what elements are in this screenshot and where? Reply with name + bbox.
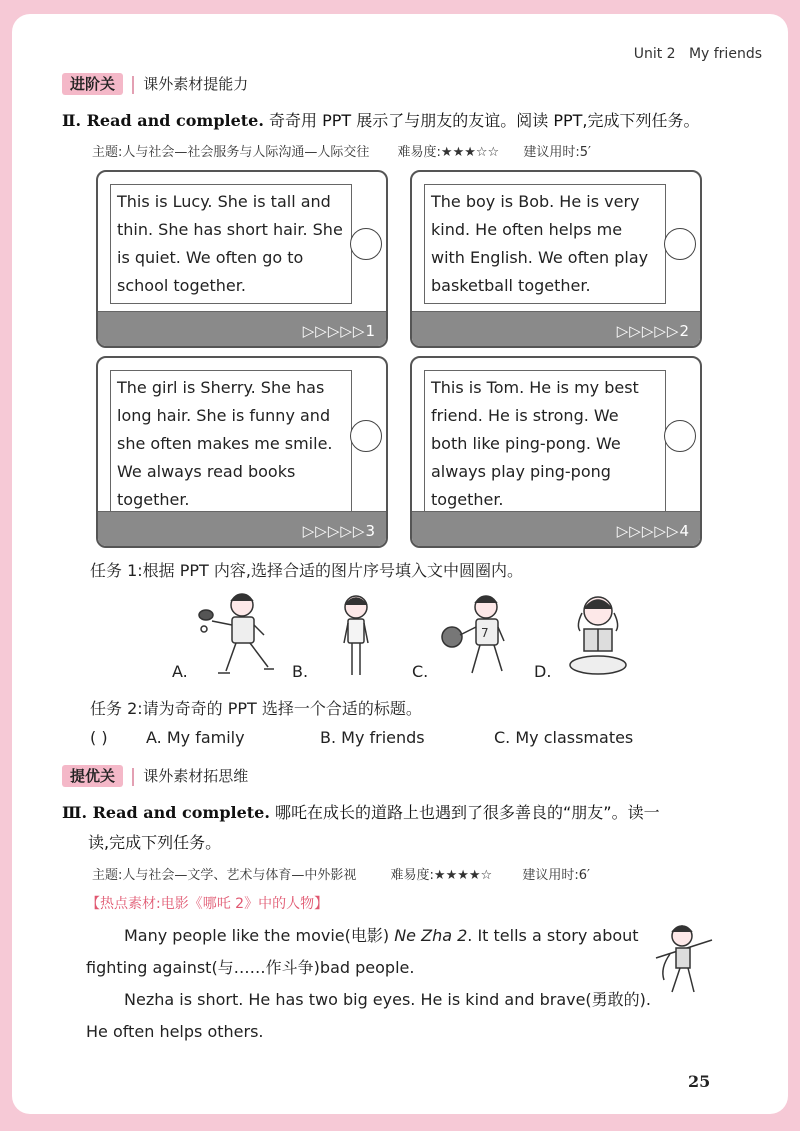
picture-options: [160, 585, 640, 685]
meta-time: 建议用时:5′: [523, 145, 591, 160]
meta-difficulty: 难易度:★★★☆☆: [397, 145, 500, 160]
task2-answer-blank[interactable]: ( ): [90, 728, 108, 747]
header-topic: My friends: [688, 46, 762, 62]
slide-number: ▷▷▷▷▷1: [302, 322, 376, 340]
question3-text-2: 读,完成下列任务。: [88, 833, 222, 852]
slide-text: This is Tom. He is my best friend. He is strong. We both like ping-pong. We always play ping-pong together.: [424, 370, 666, 518]
passage-line-2: fighting against(与……作斗争)bad people.: [86, 958, 415, 977]
nezha-illustration: [650, 918, 720, 1002]
pic-label-d: D.: [534, 662, 552, 681]
slide-text: The boy is Bob. He is very kind. He often helps me with English. We often play basketball together.: [424, 184, 666, 304]
meta-difficulty: 难易度:★★★★☆: [390, 868, 493, 883]
pic-label-c: C.: [412, 662, 429, 681]
task1-instruction: 任务 1:根据 PPT 内容,选择合适的图片序号填入文中圆圈内。: [90, 561, 523, 580]
meta-theme: 主题:人与社会—社会服务与人际沟通—人际交往: [92, 145, 370, 160]
slide-number: ▷▷▷▷▷3: [302, 522, 376, 540]
question2-title: [62, 108, 700, 131]
task2-instruction: 任务 2:请为奇奇的 PPT 选择一个合适的标题。: [90, 699, 422, 718]
task2-option-a: A. My family: [146, 728, 245, 747]
ppt-slide-4: [410, 356, 702, 548]
section2-title: 课外素材拓思维: [143, 767, 249, 785]
question2-meta: [92, 141, 732, 160]
passage-text: . It tells a story about: [467, 926, 639, 945]
question3-title: [62, 800, 660, 823]
answer-circle[interactable]: [350, 228, 382, 260]
page-number: 25: [688, 1072, 711, 1091]
passage-line-1: [124, 920, 639, 952]
slide-number: ▷▷▷▷▷4: [616, 522, 690, 540]
section2-heading: [62, 765, 248, 786]
section2-tag: 提优关: [62, 765, 123, 787]
svg-text:7: 7: [481, 626, 489, 640]
question2-text: 奇奇用 PPT 展示了与朋友的友谊。阅读 PPT,完成下列任务。: [269, 111, 700, 130]
passage-line-3: Nezha is short. He has two big eyes. He is kind and brave(勇敢的).: [124, 990, 652, 1009]
picture-b-standing-girl: [344, 596, 368, 675]
running-header: [634, 46, 762, 62]
task2-option-b: B. My friends: [320, 728, 425, 747]
meta-theme: 主题:人与社会—文学、艺术与体育—中外影视: [92, 868, 357, 883]
tag-divider: [132, 76, 134, 94]
task2-option-c: C. My classmates: [494, 728, 634, 747]
passage-line-4: He often helps others.: [86, 1022, 264, 1041]
answer-circle[interactable]: [664, 228, 696, 260]
header-unit: Unit 2: [633, 46, 676, 62]
movie-title: Ne Zha 2: [394, 926, 468, 945]
section1-heading: [62, 73, 248, 94]
question3-text-1: 哪吒在成长的道路上也遇到了很多善良的“朋友”。读一: [275, 803, 660, 822]
picture-c-basketball-boy: [442, 596, 504, 673]
answer-circle[interactable]: [664, 420, 696, 452]
picture-d-reading-girl: [570, 597, 626, 674]
section1-title: 课外素材提能力: [143, 75, 249, 93]
slide-text: This is Lucy. She is tall and thin. She has short hair. She is quiet. We often go to school together.: [110, 184, 352, 304]
passage-text: Many people like the movie(电影): [124, 926, 395, 945]
question2-label: Ⅱ. Read and complete.: [62, 111, 264, 130]
question3-meta: [92, 864, 732, 883]
slide-text: The girl is Sherry. She has long hair. She is funny and she often makes me smile. We always read books together.: [110, 370, 352, 518]
hot-material-label: 【热点素材:电影《哪吒 2》中的人物】: [86, 896, 329, 912]
answer-circle[interactable]: [350, 420, 382, 452]
ppt-slide-2: [410, 170, 702, 348]
section1-tag: 进阶关: [62, 73, 123, 95]
slide-number: ▷▷▷▷▷2: [616, 322, 690, 340]
pic-label-b: B.: [292, 662, 309, 681]
picture-a-pingpong-boy: [199, 594, 274, 673]
pic-label-a: A.: [172, 662, 188, 681]
ppt-slide-1: [96, 170, 388, 348]
meta-time: 建议用时:6′: [522, 868, 590, 883]
question3-label: Ⅲ. Read and complete.: [62, 803, 270, 822]
ppt-slide-3: [96, 356, 388, 548]
tag-divider: [132, 768, 134, 786]
